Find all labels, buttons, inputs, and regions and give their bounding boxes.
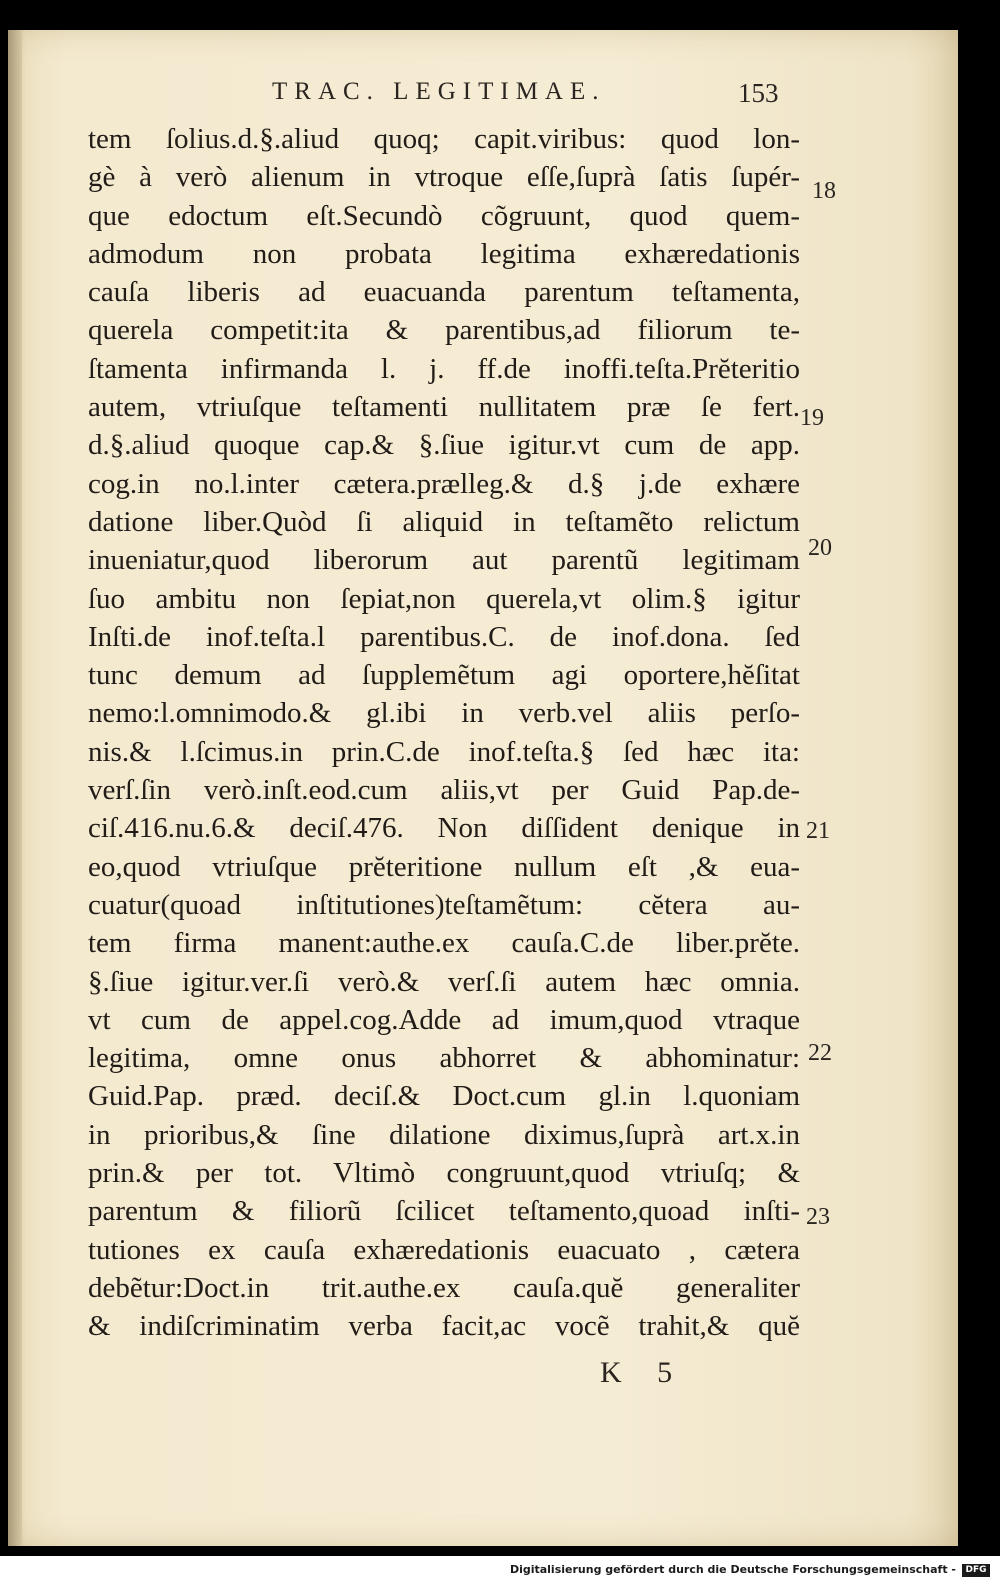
margin-number: 21 [806, 818, 830, 844]
text-line: parentum & filiorũ ſcilicet teſtamento,quoad inſti- [88, 1195, 800, 1228]
page-number: 153 [738, 78, 779, 108]
text-line: nis.& l.ſcimus.in prin.C.de inof.teſta.§ ſed hæc ita: [88, 735, 800, 768]
body-text [88, 120, 800, 1346]
text-line: cog.in no.l.inter cætera.prælleg.& d.§ j.de exhære [88, 467, 800, 500]
margin-number: 19 [800, 405, 824, 431]
footer-credit: Digitalisierung gefördert durch die Deutsche Forschungsgemeinschaft - [509, 1563, 956, 1576]
margin-number: 20 [808, 535, 832, 561]
text-line: d.§.aliud quoque cap.& §.ſiue igitur.vt cum de app. [88, 429, 800, 462]
text-line: admodum non probata legitima exhæredationis [88, 237, 800, 270]
text-line: ciſ.416.nu.6.& deciſ.476. Non diſſident denique in [88, 812, 800, 845]
page-gutter [8, 30, 22, 1546]
text-line: que edoctum eſt.Secundò cõgruunt, quod quem- [88, 199, 800, 232]
text-line: prin.& per tot. Vltimò congruunt,quod vtriuſq; & [88, 1157, 800, 1190]
text-line: gè à verò alienum in vtroque eſſe,ſuprà ſatis ſupér- [88, 161, 800, 194]
text-line: §.ſiue igitur.ver.ſi verò.& verſ.ſi autem hæc omnia. [88, 965, 800, 998]
text-line: vt cum de appel.cog.Adde ad imum,quod vtraque [88, 1003, 800, 1036]
text-line: eo,quod vtriuſque prĕteritione nullum eſt ,& eua- [88, 850, 800, 883]
text-line: querela competit:ita & parentibus,ad filiorum te- [88, 314, 800, 347]
text-line: Inſti.de inof.teſta.l parentibus.C. de inof.dona. ſed [88, 620, 800, 653]
text-line: cuatur(quoad inſtitutiones)teſtamẽtum: cĕtera au- [88, 888, 800, 921]
running-head: TRAC. LEGITIMAE. [272, 78, 606, 105]
text-line: nemo:l.omnimodo.& gl.ibi in verb.vel aliis perſo- [88, 697, 800, 730]
text-line: inueniatur,quod liberorum aut parentũ legitimam [88, 544, 800, 577]
text-line: tem ſolius.d.§.aliud quoq; capit.viribus: quod lon- [88, 123, 800, 155]
signature-mark: K 5 [600, 1356, 673, 1389]
margin-number: 18 [812, 178, 836, 204]
text-line: debẽtur:Doct.in trit.authe.ex cauſa.quĕ generaliter [88, 1271, 800, 1304]
text-line: ſuo ambitu non ſepiat,non querela,vt olim.§ igitur [88, 582, 800, 615]
text-line: tem firma manent:authe.ex cauſa.C.de liber.prĕte. [88, 927, 800, 960]
text-line: verſ.ſin verò.inſt.eod.cum aliis,vt per Guid Pap.de- [88, 774, 800, 807]
margin-number: 23 [806, 1204, 830, 1230]
text-line: cauſa liberis ad euacuanda parentum teſtamenta, [88, 276, 800, 309]
dfg-logo: DFG [962, 1564, 990, 1577]
text-line: tunc demum ad ſupplemẽtum agi oportere,hĕſitat [88, 659, 800, 692]
text-line: datione liber.Quòd ſi aliquid in teſtamẽto relictum [88, 505, 800, 538]
text-line: & indiſcriminatim verba facit,ac vocẽ trahit,& quĕ [88, 1310, 800, 1343]
text-line: tutiones ex cauſa exhæredationis euacuato , cætera [88, 1233, 800, 1266]
text-line: legitima, omne onus abhorret & abhominatur: [88, 1042, 800, 1075]
text-line: ſtamenta infirmanda l. j. ff.de inoffi.teſta.Prĕteritio [88, 352, 800, 385]
text-line: in prioribus,& ſine dilatione diximus,ſuprà art.x.in [88, 1118, 800, 1151]
text-line: autem, vtriuſque teſtamenti nullitatem præ ſe fert. [88, 391, 800, 424]
text-line: Guid.Pap. præd. deciſ.& Doct.cum gl.in l.quoniam [88, 1080, 800, 1113]
margin-number: 22 [808, 1040, 832, 1066]
